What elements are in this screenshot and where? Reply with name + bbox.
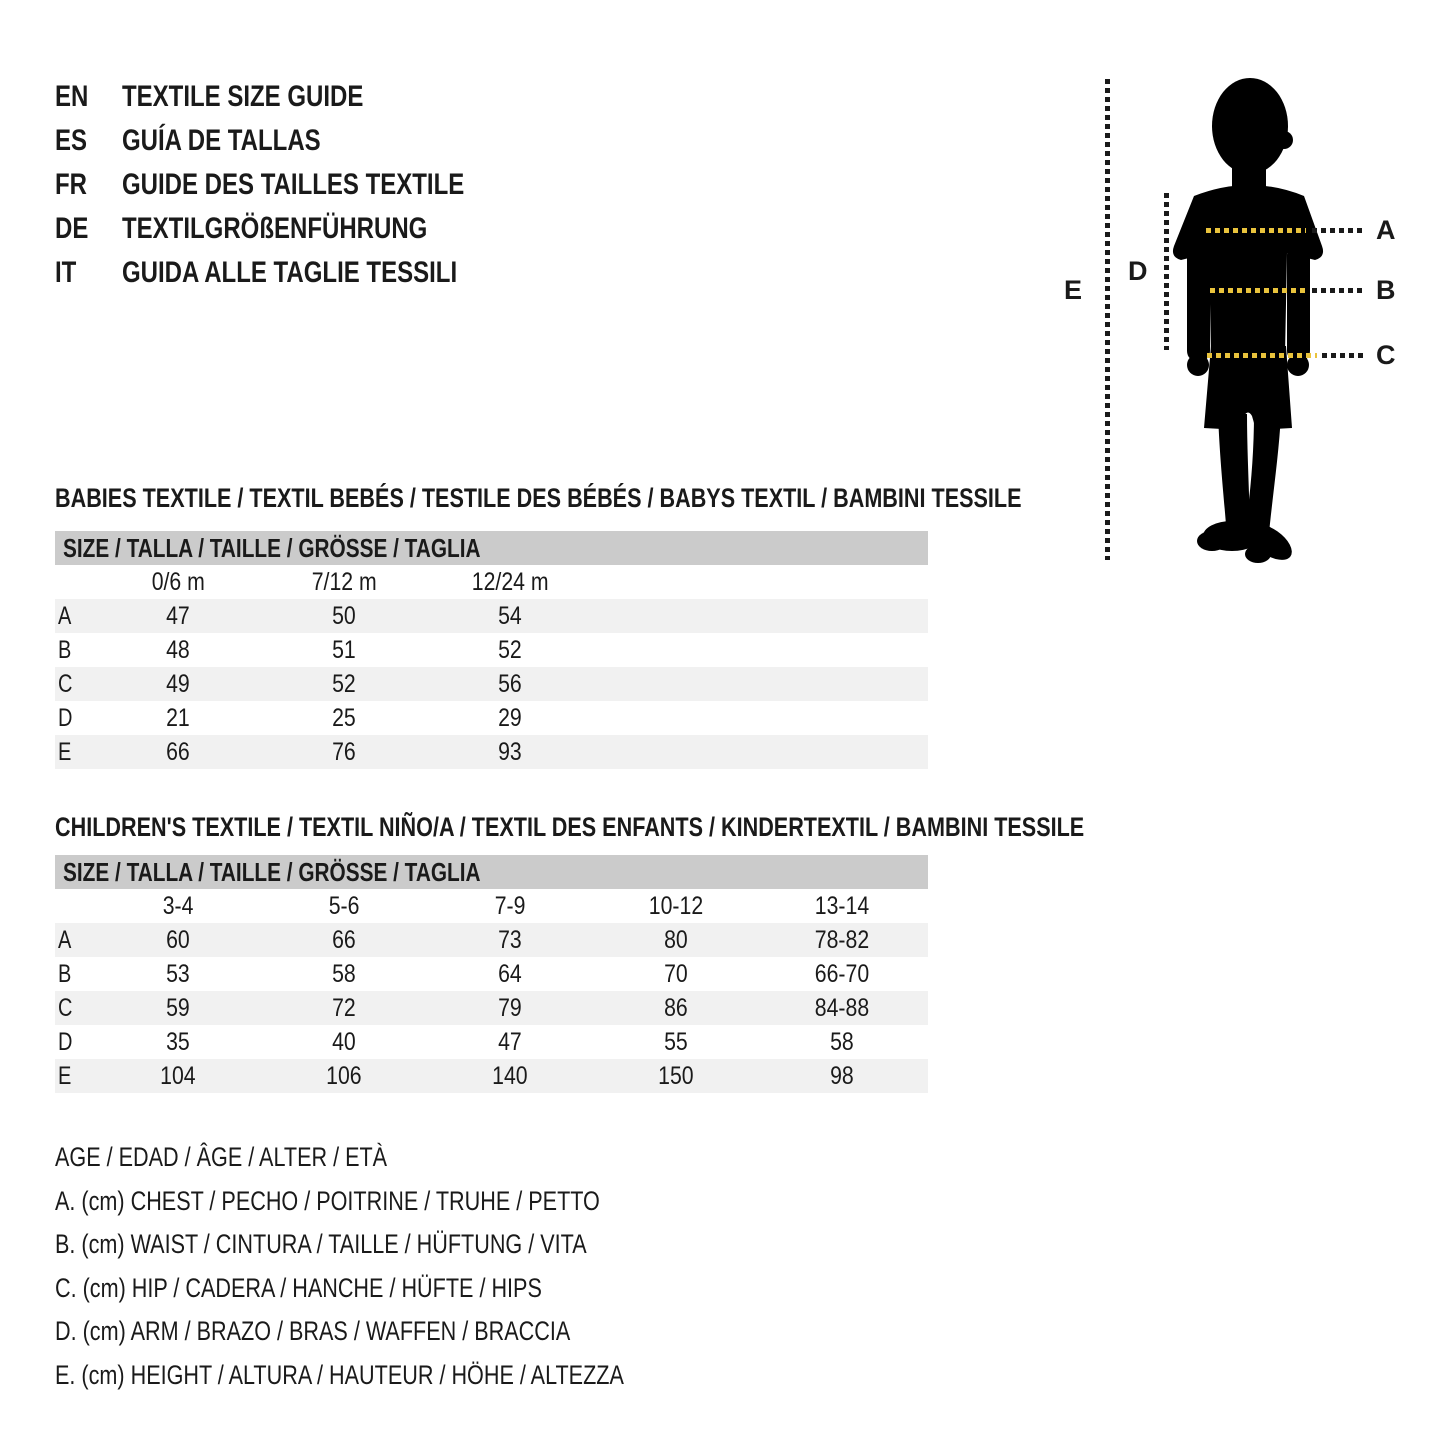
table-cell: 59 [166,993,190,1022]
row-label: D [58,703,73,732]
column-header: 12/24 m [471,567,549,596]
column-header: 3-4 [162,891,194,920]
table-cell: 80 [664,925,688,954]
babies-size-table [55,531,928,769]
row-label: C [58,669,73,698]
row-label: A [58,925,72,954]
table-cell: 35 [166,1027,190,1056]
table-cell: 51 [332,635,356,664]
language-code: FR [55,168,87,201]
table-row [55,923,928,957]
table-row [55,735,928,769]
legend-arm: D. (cm) ARM / BRAZO / BRAS / WAFFEN / BRACCIA [55,1316,571,1347]
table-row [55,1059,928,1093]
table-cell: 58 [332,959,356,988]
row-label: D [58,1027,73,1056]
row-label: B [58,959,72,988]
table-cell: 78-82 [814,925,870,954]
table-cell: 64 [498,959,522,988]
table-row [55,667,928,701]
table-cell: 150 [658,1061,694,1090]
guide-title-es: GUÍA DE TALLAS [122,124,321,157]
table-row [55,957,928,991]
table-cell: 72 [332,993,356,1022]
table-cell: 70 [664,959,688,988]
table-cell: 55 [664,1027,688,1056]
language-row-en [55,75,550,119]
table-cell: 53 [166,959,190,988]
language-row-it [55,251,550,295]
children-size-table [55,855,928,1093]
language-code: ES [55,124,88,157]
table-cell: 79 [498,993,522,1022]
arm-measure-line-D [1164,193,1169,350]
column-header: 10-12 [648,891,704,920]
hip-measure-dash-yellow [1207,353,1317,358]
language-row-fr [55,163,550,207]
table-cell: 48 [166,635,190,664]
legend-chest: A. (cm) CHEST / PECHO / POITRINE / TRUHE / PETTO [55,1185,600,1216]
table-cell: 47 [498,1027,522,1056]
table-row [55,633,928,667]
table-cell: 58 [830,1027,854,1056]
guide-title-de: TEXTILGRÖßENFÜHRUNG [122,212,428,245]
table-cell: 47 [166,601,190,630]
table-cell: 66 [332,925,356,954]
babies-section-title: BABIES TEXTILE / TEXTIL BEBÉS / TESTILE DES BÉBÉS / BABYS TEXTIL / BAMBINI TESSILE [55,483,1022,513]
table-cell: 73 [498,925,522,954]
row-label: E [58,737,72,766]
column-header: 7-9 [494,891,526,920]
column-header-row [55,889,928,923]
guide-title-fr: GUIDE DES TAILLES TEXTILE [122,168,465,201]
table-cell: 106 [326,1061,362,1090]
table-cell: 66-70 [814,959,870,988]
row-label: C [58,993,73,1022]
legend-age: AGE / EDAD / ÂGE / ALTER / ETÀ [55,1142,388,1173]
table-cell: 29 [498,703,522,732]
language-code: EN [55,80,89,113]
measurement-legend [55,1136,766,1397]
table-row [55,991,928,1025]
table-cell: 52 [332,669,356,698]
legend-height: E. (cm) HEIGHT / ALTURA / HAUTEUR / HÖHE / ALTEZZA [55,1359,624,1390]
table-row [55,1025,928,1059]
label-waist-B: B [1376,275,1396,305]
legend-waist: B. (cm) WAIST / CINTURA / TAILLE / HÜFTUNG / VITA [55,1229,587,1260]
label-height-E: E [1064,275,1083,305]
row-label: B [58,635,72,664]
chest-measure-dash-yellow [1206,228,1306,233]
language-row-de [55,207,550,251]
column-header-row [55,565,928,599]
table-cell: 98 [830,1061,854,1090]
children-section-title: CHILDREN'S TEXTILE / TEXTIL NIÑO/A / TEXTIL DES ENFANTS / KINDERTEXTIL / BAMBINI TESSILE [55,812,1085,842]
waist-measure-dash-black [1312,288,1364,293]
table-cell: 50 [332,601,356,630]
table-cell: 25 [332,703,356,732]
table-cell: 56 [498,669,522,698]
row-label: A [58,601,72,630]
column-header: 13-14 [814,891,870,920]
chest-measure-dash-black [1312,228,1364,233]
table-cell: 93 [498,737,522,766]
language-code: IT [55,256,77,289]
table-cell: 52 [498,635,522,664]
label-arm-D: D [1128,256,1148,286]
size-header-band: SIZE / TALLA / TAILLE / GRÖSSE / TAGLIA [55,531,928,565]
hip-measure-dash-black [1322,353,1364,358]
legend-hip: C. (cm) HIP / CADERA / HANCHE / HÜFTE / HIPS [55,1272,542,1303]
table-cell: 21 [166,703,190,732]
label-hip-C: C [1376,340,1396,370]
table-row [55,599,928,633]
waist-measure-dash-yellow [1210,288,1306,293]
column-header: 5-6 [328,891,360,920]
table-cell: 66 [166,737,190,766]
column-header: 0/6 m [151,567,205,596]
language-code: DE [55,212,89,245]
guide-title-en: TEXTILE SIZE GUIDE [122,80,364,113]
table-cell: 86 [664,993,688,1022]
guide-title-it: GUIDA ALLE TAGLIE TESSILI [122,256,458,289]
table-cell: 54 [498,601,522,630]
label-chest-A: A [1376,215,1396,245]
table-cell: 60 [166,925,190,954]
language-row-es [55,119,550,163]
table-cell: 49 [166,669,190,698]
size-header-band: SIZE / TALLA / TAILLE / GRÖSSE / TAGLIA [55,855,928,889]
table-cell: 76 [332,737,356,766]
language-title-list [55,75,550,295]
row-label: E [58,1061,72,1090]
column-header: 7/12 m [311,567,377,596]
table-cell: 84-88 [814,993,870,1022]
table-cell: 40 [332,1027,356,1056]
table-cell: 104 [160,1061,196,1090]
table-row [55,701,928,735]
table-cell: 140 [492,1061,528,1090]
